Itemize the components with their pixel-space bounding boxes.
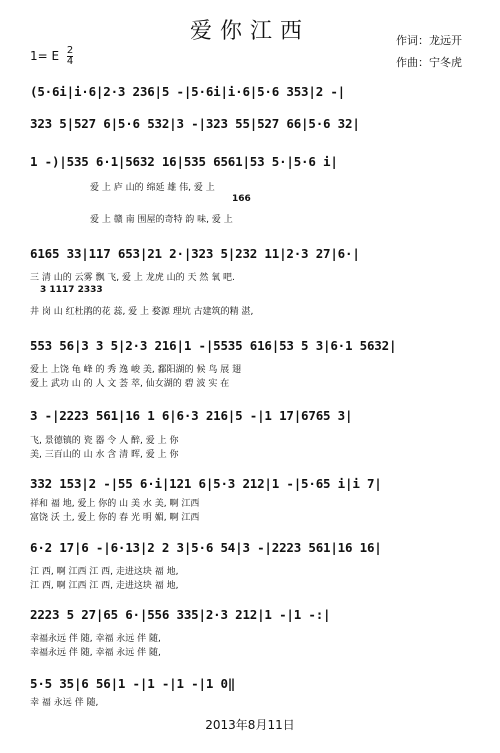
song-title: 爱你江西 bbox=[189, 19, 310, 44]
lyric-line: 166 bbox=[232, 194, 251, 204]
lyric-line: 幸 福 永远 伴 随, bbox=[30, 698, 99, 708]
time-signature bbox=[67, 46, 73, 67]
lyric-line: 富饶 沃 土, 爱上 你的 春 光 明 媚, 啊 江西 bbox=[30, 513, 200, 523]
lyric-line: 爱 上 庐 山的 绵延 雄 伟, 爱 上 bbox=[90, 183, 215, 193]
key-text: 1= E bbox=[30, 49, 60, 63]
lyric-line: 幸福永远 伴 随, 幸福 永远 伴 随, bbox=[30, 648, 161, 658]
music-system-1: (5·6i|i·6|2·3 236|5 -|5·6i|i·6|5·6 353|2 -| bbox=[30, 84, 346, 99]
music-system-5: 553 56|3 3 5|2·3 216|1 -|5535 616|53 5 3|6·1 5632| bbox=[30, 338, 397, 353]
time-numerator: 2 bbox=[66, 45, 74, 56]
music-system-7: 332 153|2 -|55 6·i|121 6|5·3 212|1 -|5·65 i|i 7| bbox=[30, 476, 382, 491]
lyric-line: 江 西, 啊 江西 江 西, 走进这块 福 地, bbox=[30, 567, 179, 577]
music-system-3: 1 -)|535 6·1|5632 16|535 6561|53 5·|5·6 i| bbox=[30, 154, 338, 169]
music-system-6: 3 -|2223 561|16 1 6|6·3 216|5 -|1 17|6765 3| bbox=[30, 408, 353, 423]
composer-credit: 作曲：宁冬虎 bbox=[396, 56, 462, 69]
music-system-8: 6·2 17|6 -|6·13|2 2 3|5·6 54|3 -|2223 561|16 16| bbox=[30, 540, 382, 555]
lyric-line: 三 清 山的 云雾 飘 飞, 爱 上 龙虎 山的 天 然 氧 吧. bbox=[30, 273, 235, 283]
lyric-line: 井 岗 山 红杜鹃的花 蕊, 爱 上 婺源 理坑 古建筑的精 湛, bbox=[30, 307, 254, 317]
lyric-line: 爱上 武功 山 的 人 文 荟 萃, 仙女湖的 碧 波 实 在 bbox=[30, 379, 230, 389]
lyric-line: 爱上 上饶 龟 峰 的 秀 逸 峻 美, 鄱阳湖的 候 鸟 展 翅 bbox=[30, 365, 242, 375]
lyric-line: 幸福永远 伴 随, 幸福 永远 伴 随, bbox=[30, 634, 161, 644]
time-denominator: 4 bbox=[66, 56, 74, 67]
date-footer: 2013年8月11日 bbox=[205, 718, 295, 732]
lyricist-credit: 作词：龙远开 bbox=[396, 34, 462, 47]
lyric-line: 江 西, 啊 江西 江 西, 走进这块 福 地, bbox=[30, 581, 179, 591]
lyric-line: 美, 三百山的 山 水 含 清 晖, 爱 上 你 bbox=[30, 450, 179, 460]
music-system-4: 6165 33|117 653|21 2·|323 5|232 11|2·3 27|6·| bbox=[30, 246, 360, 261]
lyric-line: 飞, 景德镇的 瓷 器 令 人 醉, 爱 上 你 bbox=[30, 436, 179, 446]
music-system-10: 5·5 35|6 56|1 -|1 -|1 -|1 0‖ bbox=[30, 676, 236, 691]
lyric-line: 祥和 福 地, 爱上 你的 山 美 水 美, 啊 江西 bbox=[30, 499, 200, 509]
lyric-line: 爱 上 赣 南 围屋的奇特 韵 味, 爱 上 bbox=[90, 215, 233, 225]
key-signature bbox=[30, 46, 73, 67]
music-system-9: 2223 5 27|65 6·|556 335|2·3 212|1 -|1 -:| bbox=[30, 607, 331, 622]
lyric-line: 3 1117 2333 bbox=[40, 285, 103, 295]
music-system-2: 323 5|527 6|5·6 532|3 -|323 55|527 66|5·6 32| bbox=[30, 116, 360, 131]
